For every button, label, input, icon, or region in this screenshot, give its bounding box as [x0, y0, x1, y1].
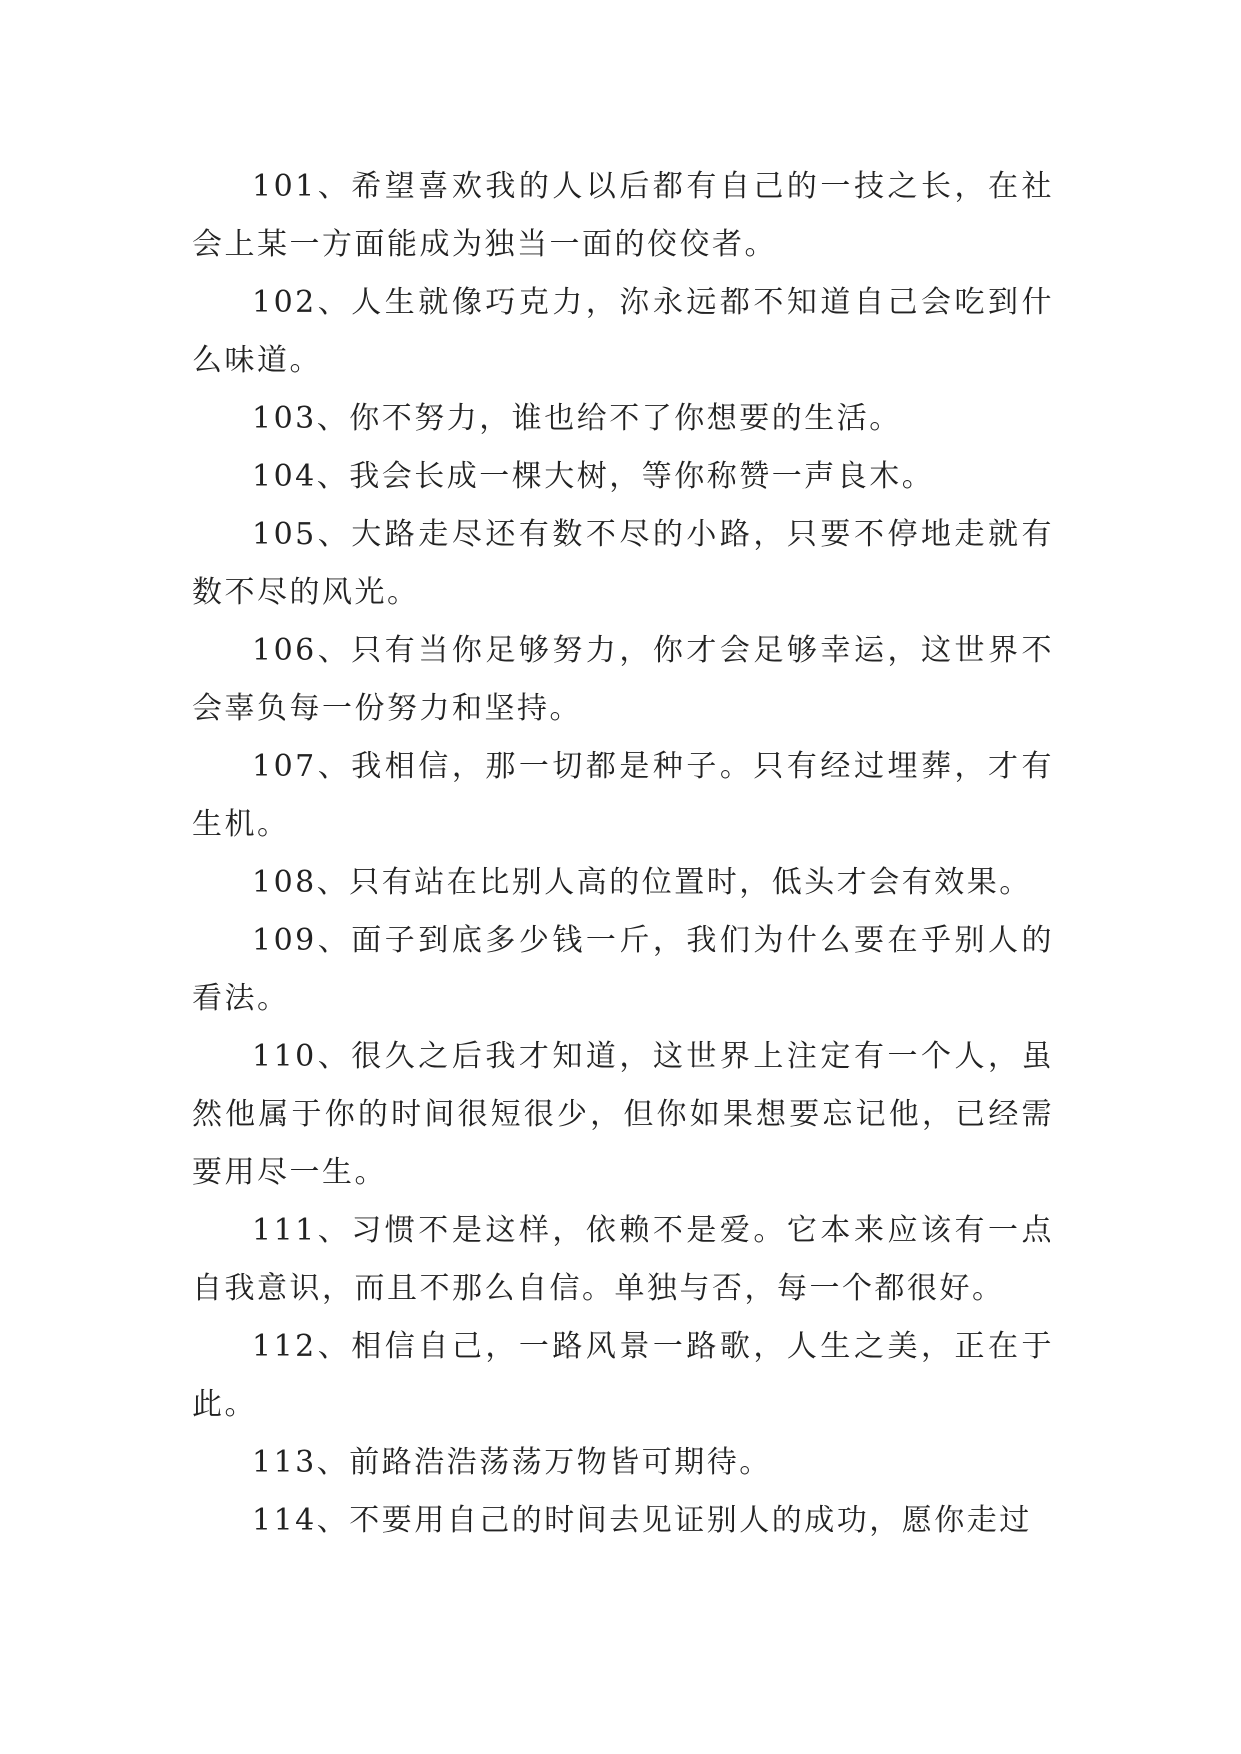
paragraph-101: 101、希望喜欢我的人以后都有自己的一技之长，在社会上某一方面能成为独当一面的佼佼者。 — [192, 169, 1054, 262]
paragraph-107: 107、我相信，那一切都是种子。只有经过埋葬，才有生机。 — [192, 749, 1054, 842]
paragraph-108: 108、只有站在比别人高的位置时，低头才会有效果。 — [252, 865, 1032, 900]
paragraph-112: 112、相信自己，一路风景一路歌，人生之美，正在于此。 — [192, 1329, 1054, 1422]
paragraph-105: 105、大路走尽还有数不尽的小路，只要不停地走就有数不尽的风光。 — [192, 517, 1054, 610]
document-body — [192, 158, 1054, 1550]
paragraph-110: 110、很久之后我才知道，这世界上注定有一个人，虽然他属于你的时间很短很少，但你如果想要忘记他，已经需要用尽一生。 — [192, 1039, 1054, 1190]
paragraph-109: 109、面子到底多少钱一斤，我们为什么要在乎别人的看法。 — [192, 923, 1054, 1016]
paragraph-104: 104、我会长成一棵大树，等你称赞一声良木。 — [252, 459, 935, 494]
paragraph-106: 106、只有当你足够努力，你才会足够幸运，这世界不会辜负每一份努力和坚持。 — [192, 633, 1054, 726]
paragraph-114: 114、不要用自己的时间去见证别人的成功，愿你走过 — [252, 1503, 1032, 1538]
paragraph-102: 102、人生就像巧克力，沵永远都不知道自己会吃到什么味道。 — [192, 285, 1054, 378]
paragraph-103: 103、你不努力，谁也给不了你想要的生活。 — [252, 401, 902, 436]
paragraph-111: 111、习惯不是这样，依赖不是爱。它本来应该有一点自我意识，而且不那么自信。单独与否，每一个都很好。 — [192, 1213, 1054, 1306]
paragraph-113: 113、前路浩浩荡荡万物皆可期待。 — [252, 1445, 772, 1480]
